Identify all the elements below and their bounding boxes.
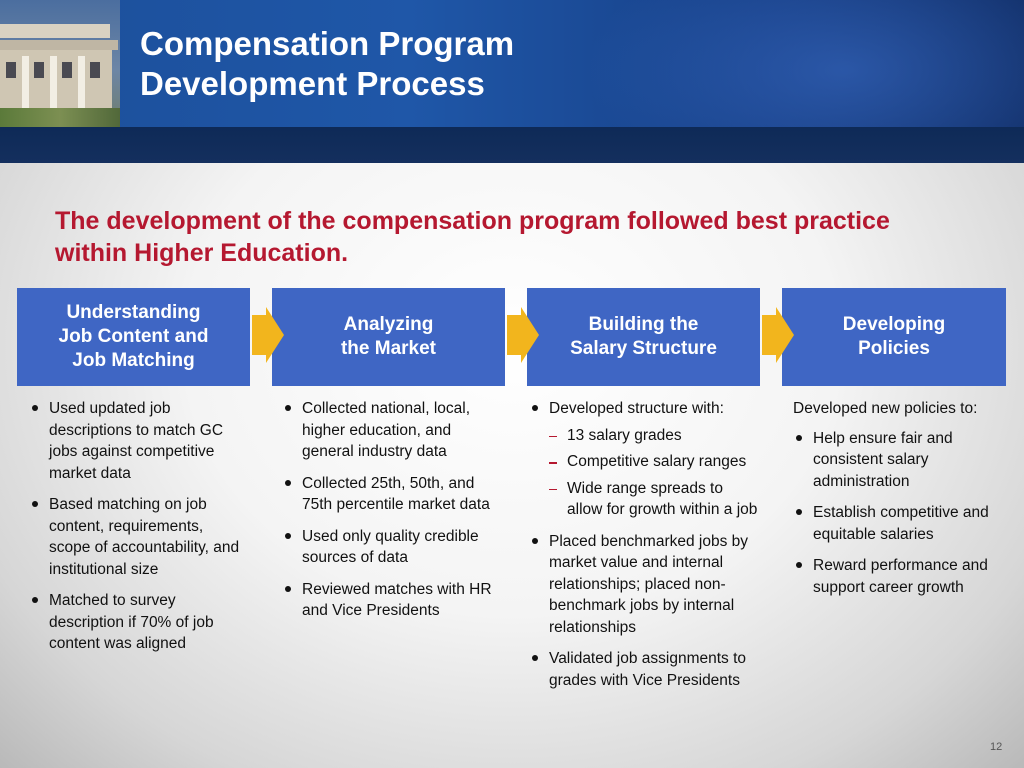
bullet-item: Developed structure with:	[529, 398, 761, 420]
step-box-analyzing: Analyzing the Market	[272, 288, 505, 386]
bullet-item: Collected 25th, 50th, and 75th percentile market data	[282, 473, 507, 516]
step-details-analyzing	[282, 398, 507, 632]
bullet-item: Placed benchmarked jobs by market value and internal relationships; placed non-benchmark jobs by internal relationships	[529, 531, 761, 639]
building-shrubs	[0, 108, 120, 127]
building-roof	[0, 24, 110, 38]
bullet-item: Help ensure fair and consistent salary administration	[793, 428, 993, 493]
bullet-item: Collected national, local, higher education, and general industry data	[282, 398, 507, 463]
bullet-item: Used only quality credible sources of data	[282, 526, 507, 569]
building-window	[34, 62, 44, 78]
building-window	[90, 62, 100, 78]
bullet-item: Used updated job descriptions to match GC jobs against competitive market data	[29, 398, 244, 484]
arrow-right-icon	[762, 307, 794, 363]
slide-subtitle: The development of the compensation program followed best practice within Higher Education.	[55, 207, 890, 267]
step-details-policies	[793, 398, 993, 608]
building-photo	[0, 0, 120, 127]
policies-intro: Developed new policies to:	[793, 400, 978, 417]
arrow-right-icon	[507, 307, 539, 363]
sub-bullet-item: 13 salary grades	[529, 425, 761, 447]
step-box-building: Building the Salary Structure	[527, 288, 760, 386]
bullet-item: Establish competitive and equitable salaries	[793, 502, 993, 545]
bullet-item: Based matching on job content, requirements, scope of accountability, and institutional size	[29, 494, 244, 580]
step-details-understanding	[29, 398, 244, 665]
sub-bullet-item: Wide range spreads to allow for growth within a job	[529, 478, 761, 521]
sub-bullet-item: Competitive salary ranges	[529, 451, 761, 473]
arrow-right-icon	[252, 307, 284, 363]
bullet-item: Validated job assignments to grades with Vice Presidents	[529, 648, 761, 691]
header-banner	[0, 0, 1024, 127]
header-accent-bar	[0, 127, 1024, 163]
bullet-item: Reviewed matches with HR and Vice Presidents	[282, 579, 507, 622]
building-window	[62, 62, 72, 78]
bullet-item: Matched to survey description if 70% of job content was aligned	[29, 590, 244, 655]
building-cornice	[0, 40, 118, 50]
page-title: Compensation Program Development Process	[140, 25, 515, 102]
bullet-item: Reward performance and support career growth	[793, 555, 993, 598]
step-details-building	[529, 398, 761, 701]
header-glow	[584, 0, 1024, 127]
page-number: 12	[990, 741, 1003, 753]
step-box-policies: Developing Policies	[782, 288, 1006, 386]
step-box-understanding: Understanding Job Content and Job Matching	[17, 288, 250, 386]
building-window	[6, 62, 16, 78]
